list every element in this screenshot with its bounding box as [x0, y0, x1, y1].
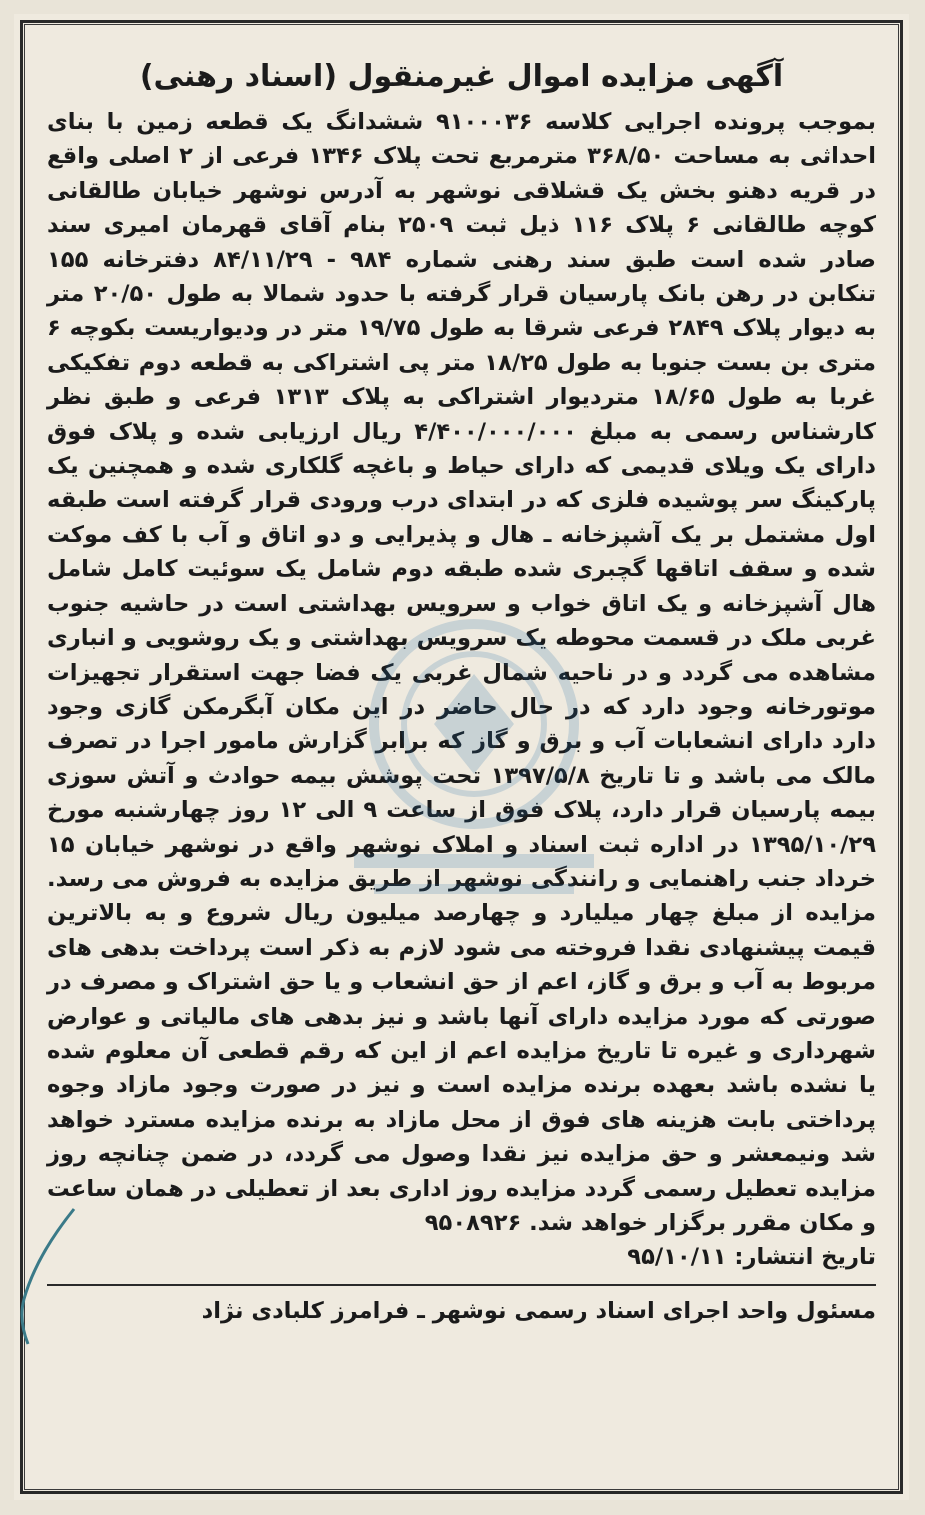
- notice-box: [24, 24, 899, 1490]
- notice-paper: [14, 14, 909, 1500]
- pen-mark-icon: [14, 1204, 84, 1354]
- publish-date: تاریخ انتشار: ۹۵/۱۰/۱۱: [627, 1244, 876, 1271]
- divider: [47, 1284, 876, 1286]
- notice-body: بموجب پرونده اجرایی کلاسه ۹۱۰۰۰۳۶ ششدانگ یک قطعه زمین با بنای احداثی به مساحت ۳۶۸/۵۰ مترمربع تحت پلاک ۱۳۴۶ فرعی از ۲ اصلی واقع در قریه دهنو بخش یک قشلاقی نوشهر به آدرس نوشهر خیابان طالقانی کوچه طالقانی ۶ پلاک ۱۱۶ ذیل ثبت ۲۵۰۹ بنام آقای قهرمان امیری سند صادر شده است طبق سند رهنی شماره ۹۸۴ - ۸۴/۱۱/۲۹ دفترخانه ۱۵۵ تنکابن در رهن بانک پارسیان قرار گرفته با حدود شمالا به طول ۲۰/۵۰ متر به دیوار پلاک ۲۸۴۹ فرعی شرقا به طول ۱۹/۷۵ متر در ودیواریست بکوچه ۶ متری بن بست جنوبا به طول ۱۸/۲۵ متر پی اشتراکی به قطعه دوم تفکیکی غربا به طول ۱۸/۶۵ متردیوار اشتراکی به پلاک ۱۳۱۳ فرعی و طبق نظر کارشناس رسمی به مبلغ ۴/۴۰۰/۰۰۰/۰۰۰ ریال ارزیابی شده و پلاک فوق دارای یک ویلای قدیمی که دارای حیاط و باغچه گلکاری شده و همچنین یک پارکینگ سر پوشیده فلزی که در ابتدای درب ورودی قرار گرفته است طبقه اول مشتمل بر یک آشپزخانه ـ هال و پذیرایی و دو اتاق و آب با کف موکت شده و سقف اتاقها گچبری شده طبقه دوم شامل یک سوئیت کامل شامل هال آشپزخانه و یک اتاق خواب و سرویس بهداشتی است در حاشیه جنوب غربی ملک در قسمت محوطه یک سرویس بهداشتی و یک روشویی و انباری مشاهده می گردد و در ناحیه شمال غربی یک فضا جهت استقرار تجهیزات موتورخانه وجود دارد که در حال حاضر در این مکان آبگرمکن گازی وجود دارد دارای انشعابات آب و برق و گاز که برابر گزارش مامور اجرا در تصرف مالک می باشد و تا تاریخ ۱۳۹۷/۵/۸ تحت پوشش بیمه حوادث و آتش سوزی بیمه پارسیان قرار دارد، پلاک فوق از ساعت ۹ الی ۱۲ روز چهارشنبه مورخ ۱۳۹۵/۱۰/۲۹ در اداره ثبت اسناد و املاک نوشهر واقع در نوشهر خیابان ۱۵ خرداد جنب راهنمایی و رانندگی نوشهر از طریق مزایده به فروش می رسد. مزایده از مبلغ چهار میلیارد و چهارصد میلیون ریال شروع و به بالاترین قیمت پیشنهادی نقدا فروخته می شود لازم به ذکر است پرداخت بدهی های مربوط به آب و برق و گاز، اعم از حق انشعاب و یا حق اشتراک و مصرف در صورتی که مورد مزایده دارای آنها باشد و نیز بدهی های مالیاتی و عوارض شهرداری و غیره تا تاریخ مزایده اعم از این که رقم قطعی آن معلوم شده یا نشده باشد بعهده برنده مزایده است و نیز در صورت وجود مازاد وجوه پرداختی بابت هزینه های فوق از محل مازاد به برنده مزایده مسترد خواهد شد ونیمعشر و حق مزایده نیز نقدا وصول می گردد، در ضمن چنانچه روز مزایده تعطیل رسمی گردد مزایده روز اداری بعد از تعطیلی در همان ساعت و مکان مقرر برگزار خواهد شد. ۹۵۰۸۹۲۶: [47, 109, 877, 1236]
- notice-title: آگهی مزایده اموال غیرمنقول (اسناد رهنی): [139, 59, 784, 94]
- signer-line: مسئول واحد اجرای اسناد رسمی نوشهر ـ فرامرز کلبادی نژاد: [201, 1298, 876, 1325]
